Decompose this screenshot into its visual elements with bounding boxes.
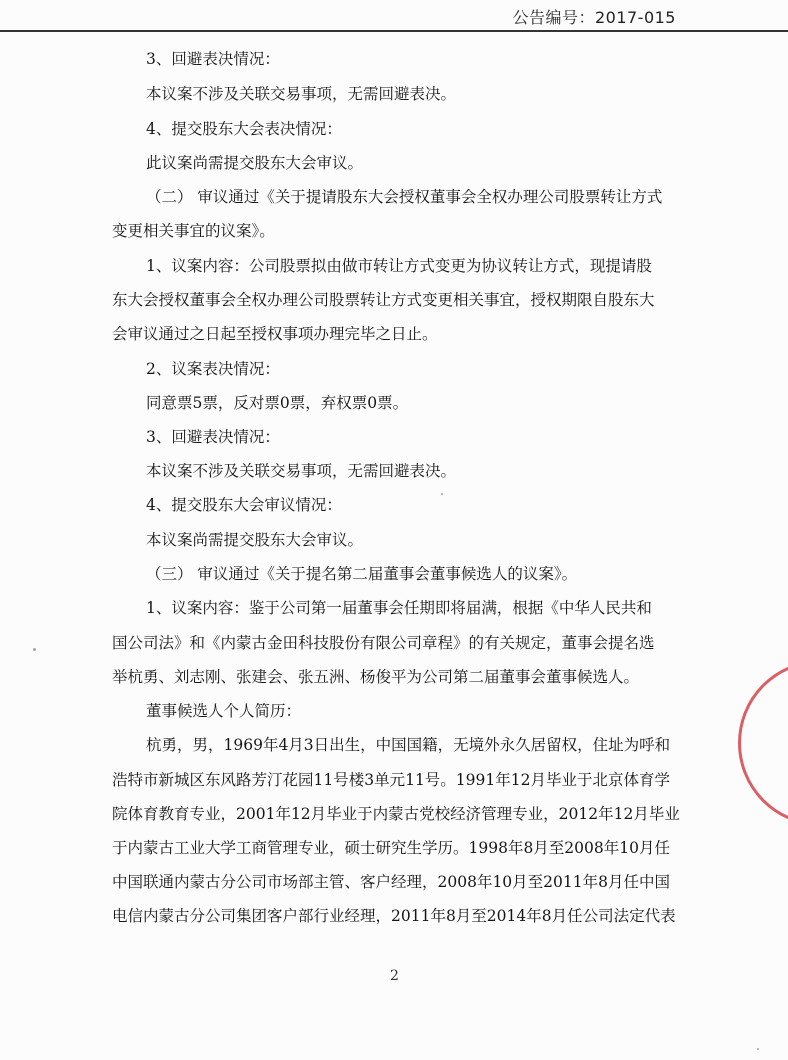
text-line: 本议案不涉及关联交易事项，无需回避表决。: [146, 85, 457, 103]
text-line: 变更相关事宜的议案》。: [112, 222, 275, 240]
header-divider: [0, 30, 788, 32]
text-line: 1、议案内容：公司股票拟由做市转让方式变更为协议转让方式，现提请股: [146, 257, 652, 275]
page-number: 2: [390, 968, 399, 984]
text-line: 此议案尚需提交股东大会审议。: [146, 154, 364, 172]
text-line: 同意票5票，反对票0票，弃权票0票。: [146, 394, 409, 412]
text-line: 国公司法》和《内蒙古金田科技股份有限公司章程》的有关规定，董事会提名选: [112, 634, 655, 652]
text-line: （二） 审议通过《关于提请股东大会授权董事会全权办理公司股票转让方式: [146, 188, 663, 206]
text-line: 中国联通内蒙古分公司市场部主管、客户经理，2008年10月至2011年8月任中国: [112, 873, 670, 891]
text-line: 于内蒙古工业大学工商管理专业，硕士研究生学历。1998年8月至2008年10月任: [112, 839, 670, 857]
text-line: 杭勇，男，1969年4月3日出生，中国国籍，无境外永久居留权，住址为呼和: [146, 736, 671, 754]
text-line: 本议案尚需提交股东大会审议。: [146, 531, 364, 549]
text-line: 4、提交股东大会表决情况：: [146, 120, 342, 138]
text-line: 院体育教育专业，2001年12月毕业于内蒙古党校经济管理专业，2012年12月毕业: [112, 805, 680, 823]
text-line: 2、议案表决情况：: [146, 360, 280, 378]
text-line: 电信内蒙古分公司集团客户部行业经理，2011年8月至2014年8月任公司法定代表: [112, 907, 676, 925]
text-line: 浩特市新城区东风路芳汀花园11号楼3单元11号。1991年12月毕业于北京体育学: [112, 771, 670, 789]
text-line: （三） 审议通过《关于提名第二届董事会董事候选人的议案》。: [146, 565, 578, 583]
scan-speck: [757, 1048, 759, 1050]
text-line: 3、回避表决情况：: [146, 428, 280, 446]
text-line: 3、回避表决情况：: [146, 50, 280, 68]
scan-speck: [441, 493, 443, 495]
text-line: 1、议案内容：鉴于公司第一届董事会任期即将届满，根据《中华人民共和: [146, 599, 652, 617]
announcement-number: 公告编号：2017-015: [512, 8, 676, 27]
text-line: 举杭勇、刘志刚、张建会、张五洲、杨俊平为公司第二届董事会董事候选人。: [112, 668, 640, 686]
text-line: 4、提交股东大会审议情况：: [146, 496, 342, 514]
text-line: 董事候选人个人简历：: [146, 702, 302, 720]
scan-speck: [33, 648, 36, 651]
text-line: 本议案不涉及关联交易事项，无需回避表决。: [146, 462, 457, 480]
text-line: 东大会授权董事会全权办理公司股票转让方式变更相关事宜，授权期限自股东大: [112, 291, 655, 309]
text-line: 会审议通过之日起至授权事项办理完毕之日止。: [112, 325, 438, 343]
